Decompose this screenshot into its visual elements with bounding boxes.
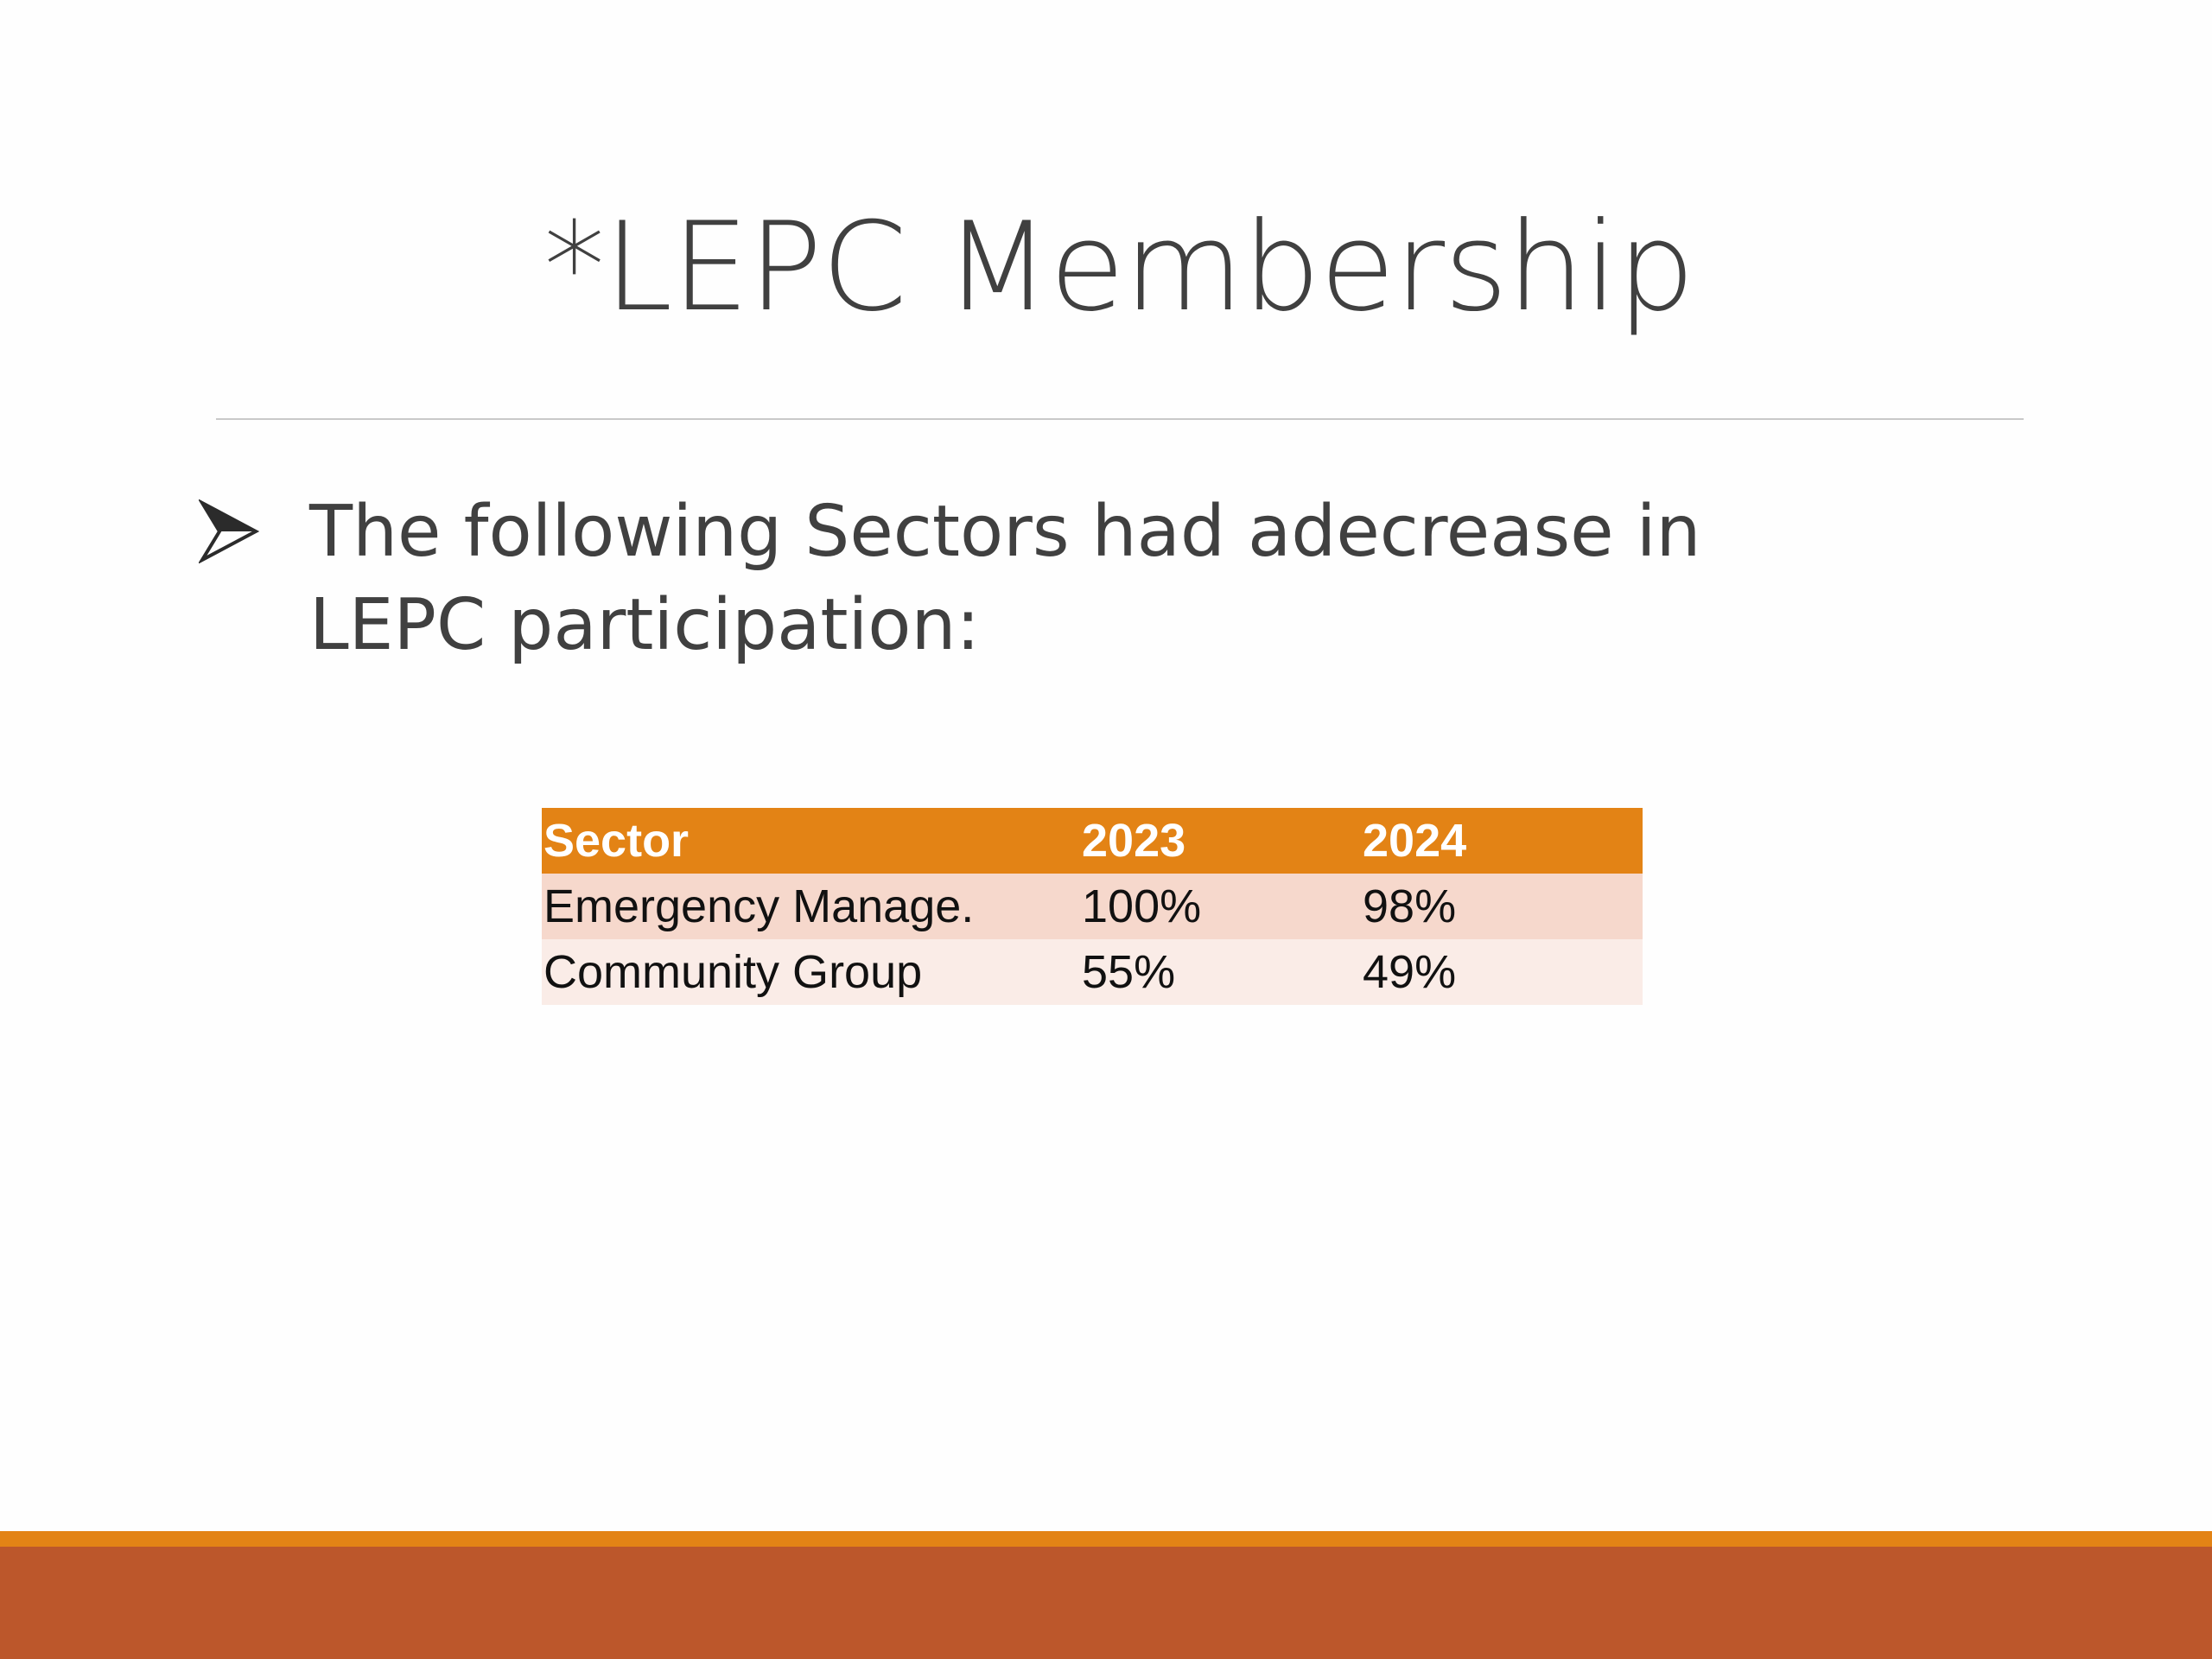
cell-2024: 49% [1361, 939, 1643, 1005]
cell-sector: Community Group [542, 939, 1080, 1005]
cell-sector: Emergency Manage. [542, 874, 1080, 939]
header-sector: Sector [542, 808, 1080, 874]
footer-bar [0, 1547, 2212, 1659]
slide-title: *LEPC Membership [543, 196, 1694, 339]
sector-table [542, 808, 1643, 1005]
arrowhead-bullet-icon [199, 499, 259, 563]
title-divider [216, 418, 2024, 420]
bullet-text-line-2: LEPC participation: [309, 584, 981, 666]
cell-2023: 100% [1080, 874, 1361, 939]
sector-table-container [542, 808, 1643, 1005]
cell-2023: 55% [1080, 939, 1361, 1005]
table-row [542, 874, 1643, 939]
header-2024: 2024 [1361, 808, 1643, 874]
cell-2024: 98% [1361, 874, 1643, 939]
table-row [542, 939, 1643, 1005]
table-header-row [542, 808, 1643, 874]
bullet-text [309, 486, 1778, 672]
footer-accent-stripe [0, 1531, 2212, 1547]
bullet-text-line-1: The following Sectors had adecrease in [309, 491, 1701, 573]
header-2023: 2023 [1080, 808, 1361, 874]
